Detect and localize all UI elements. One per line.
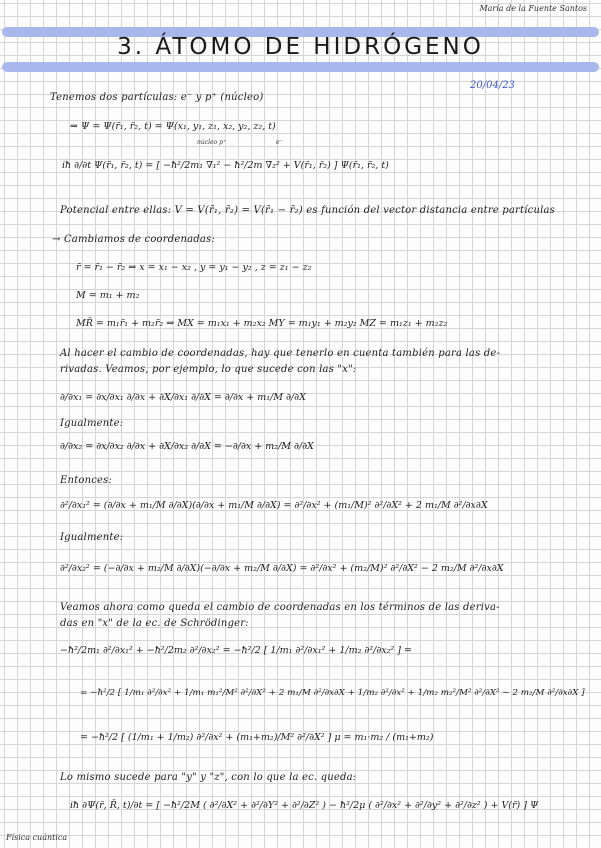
note-line: Al hacer el cambio de coordenadas, hay que tenerlo en cuenta también para las de- <box>60 348 501 359</box>
note-line: → Cambiamos de coordenadas: <box>52 234 215 245</box>
note-line: iħ ∂/∂t Ψ(r̄₁, r̄₂, t) = [ −ħ²/2m₁ ∇̄₁² − ħ²/2m ∇̄₂² + V(r̄₁, r̄₂) ] Ψ(r̄₁, r̄₂, t) <box>62 160 389 171</box>
note-line: e⁻ <box>276 139 283 146</box>
note-line: M = m₁ + m₂ <box>76 290 140 301</box>
author-name: María de la Fuente Santos <box>479 4 587 13</box>
note-line: Igualmente: <box>60 532 124 543</box>
note-line: ∂²/∂x₁² = (∂/∂x + m₁/M ∂/∂X)(∂/∂x + m₁/M ∂/∂X) = ∂²/∂x² + (m₁/M)² ∂²/∂X² + 2 m₁/M ∂²/∂x∂X <box>60 500 488 511</box>
note-line: núcleo p⁺ <box>197 139 227 146</box>
note-line: Veamos ahora como queda el cambio de coordenadas en los términos de las deriva- <box>60 602 500 613</box>
note-line: Entonces: <box>60 475 113 486</box>
note-line: Lo mismo sucede para "y" y "z", con lo que la ec. queda: <box>60 772 357 783</box>
note-line: Potencial entre ellas: V = V(r̄₁, r̄₂) = V(r̄₁ − r̄₂) es función del vector distancia entre partículas <box>60 205 555 216</box>
note-line: MR̄ = m₁r̄₁ + m₂r̄₂ ⇒ MX = m₁x₁ + m₂x₂ MY = m₁y₁ + m₂y₂ MZ = m₁z₁ + m₂z₂ <box>76 318 448 329</box>
note-line: −ħ²/2m₁ ∂²/∂x₁² + −ħ²/2m₂ ∂²/∂x₂² = −ħ²/2 [ 1/m₁ ∂²/∂x₁² + 1/m₂ ∂²/∂x₂² ] = <box>60 645 412 656</box>
note-line: Igualmente: <box>60 418 124 429</box>
date-stamp: 20/04/23 <box>470 80 515 91</box>
note-line: rivadas. Veamos, por ejemplo, lo que sucede con las "x": <box>60 364 357 375</box>
note-line: r̄ = r̄₁ − r̄₂ ⇒ x = x₁ − x₂ , y = y₁ − y₂ , z = z₁ − z₂ <box>76 262 312 273</box>
note-line: das en "x" de la ec. de Schrödinger: <box>60 618 249 629</box>
note-line: ∂/∂x₁ = ∂x/∂x₁ ∂/∂x + ∂X/∂x₁ ∂/∂X = ∂/∂x + m₁/M ∂/∂X <box>60 392 306 403</box>
note-line: = −ħ²/2 [ (1/m₁ + 1/m₂) ∂²/∂x² + (m₁+m₂)/M² ∂²/∂X² ] μ = m₁·m₂ / (m₁+m₂) <box>80 732 434 743</box>
note-line: Tenemos dos partículas: e⁻ y p⁺ (núcleo) <box>50 92 264 103</box>
title-band-bottom <box>2 62 599 72</box>
page-title: 3. ÁTOMO DE HIDRÓGENO <box>117 34 484 60</box>
footer-subject: Física cuántica <box>6 833 68 842</box>
note-line: ∂²/∂x₂² = (−∂/∂x + m₂/M ∂/∂X)(−∂/∂x + m₂/M ∂/∂X) = ∂²/∂x² + (m₂/M)² ∂²/∂X² − 2 m₂/M ∂²/∂x∂X <box>60 563 504 574</box>
note-line: iħ ∂Ψ(r̄, R̄, t)/∂t = [ −ħ²/2M ( ∂²/∂X² + ∂²/∂Y² + ∂²/∂Z² ) − ħ²/2μ ( ∂²/∂x² + ∂²/∂y² + ∂²/∂z² ) + V(r̄) ] Ψ <box>70 800 539 811</box>
note-line: = −ħ²/2 [ 1/m₁ ∂²/∂x² + 1/m₁ m₁²/M² ∂²/∂X² + 2 m₁/M ∂²/∂x∂X + 1/m₂ ∂²/∂x² + 1/m₂ m₂²/M² ∂²/∂X² − 2 m₂/M ∂²/∂x∂X ] <box>80 688 585 698</box>
note-line: ∂/∂x₂ = ∂x/∂x₂ ∂/∂x + ∂X/∂x₂ ∂/∂X = −∂/∂x + m₂/M ∂/∂X <box>60 441 314 452</box>
note-line: ⇒ Ψ = Ψ(r̄₁, r̄₂, t) = Ψ(x₁, y₁, z₁, x₂, y₂, z₂, t) <box>70 121 276 132</box>
